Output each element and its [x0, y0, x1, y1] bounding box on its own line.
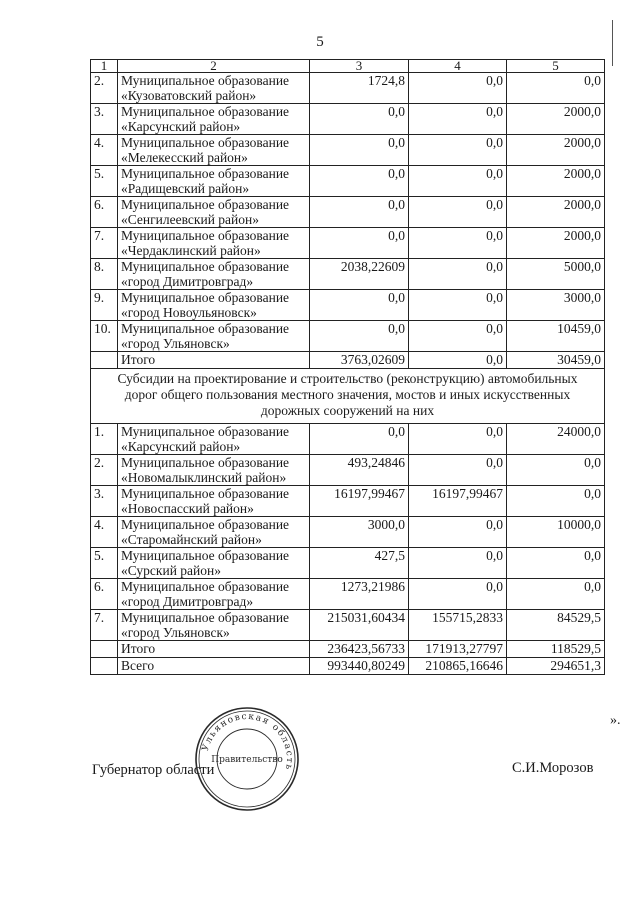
value-col4: 0,0 [409, 290, 507, 321]
column-number: 5 [507, 60, 605, 73]
municipality-name [118, 486, 310, 517]
row-number: 7. [91, 610, 118, 641]
municipality-name-line: Муниципальное образование [121, 73, 290, 88]
empty-cell [91, 658, 118, 675]
value-col4: 0,0 [409, 517, 507, 548]
municipality-name-line: Муниципальное образование [121, 197, 290, 212]
municipality-name-line: «Сурский район» [121, 563, 221, 578]
municipality-name-line: Муниципальное образование [121, 104, 290, 119]
section-heading-row [91, 369, 605, 424]
row-number: 4. [91, 135, 118, 166]
table-row [91, 166, 605, 197]
section-heading [91, 369, 605, 424]
municipality-name [118, 228, 310, 259]
value-col4: 0,0 [409, 228, 507, 259]
value-col3: 0,0 [310, 135, 409, 166]
value-col5: 10000,0 [507, 517, 605, 548]
total-label: Всего [118, 658, 310, 675]
total-label: Итого [118, 352, 310, 369]
municipality-name [118, 610, 310, 641]
row-number: 5. [91, 548, 118, 579]
page-edge-mark [612, 20, 613, 66]
empty-cell [91, 641, 118, 658]
row-number: 10. [91, 321, 118, 352]
municipality-name-line: «Кузоватовский район» [121, 88, 257, 103]
row-number: 2. [91, 455, 118, 486]
municipality-name-line: «город Ульяновск» [121, 336, 230, 351]
municipality-name-line: Муниципальное образование [121, 517, 290, 532]
value-col3: 493,24846 [310, 455, 409, 486]
seal-center-text: Правительство [211, 755, 283, 765]
municipality-name-line: Муниципальное образование [121, 486, 290, 501]
row-number: 6. [91, 579, 118, 610]
municipality-name [118, 259, 310, 290]
municipality-name-line: «Новомалыклинский район» [121, 470, 287, 485]
value-col4: 0,0 [409, 548, 507, 579]
value-col4: 0,0 [409, 135, 507, 166]
row-number: 4. [91, 517, 118, 548]
row-number: 7. [91, 228, 118, 259]
municipality-name [118, 321, 310, 352]
row-number: 1. [91, 424, 118, 455]
table-row [91, 455, 605, 486]
municipality-name-line: Муниципальное образование [121, 135, 290, 150]
value-col5: 3000,0 [507, 290, 605, 321]
table-row [91, 548, 605, 579]
municipality-name [118, 424, 310, 455]
value-col3: 0,0 [310, 290, 409, 321]
value-col5: 0,0 [507, 455, 605, 486]
value-col4: 0,0 [409, 197, 507, 228]
municipality-name-line: «город Ульяновск» [121, 625, 230, 640]
table-row [91, 424, 605, 455]
total-col5: 118529,5 [507, 641, 605, 658]
municipality-name-line: «город Новоульяновск» [121, 305, 257, 320]
municipality-name [118, 517, 310, 548]
value-col5: 0,0 [507, 548, 605, 579]
table-row [91, 321, 605, 352]
table-row [91, 73, 605, 104]
total-col3: 3763,02609 [310, 352, 409, 369]
section-heading-line: дорог общего пользования местного значения, мостов и иных искусственных [124, 387, 571, 402]
subsidy-table [90, 59, 605, 675]
value-col4: 155715,2833 [409, 610, 507, 641]
section-heading-line: Субсидии на проектирование и строительство (реконструкцию) автомобильных [117, 371, 578, 386]
row-number: 6. [91, 197, 118, 228]
page-number: 5 [316, 34, 324, 50]
municipality-name-line: «город Димитровград» [121, 594, 254, 609]
municipality-name-line: Муниципальное образование [121, 290, 290, 305]
column-number: 1 [91, 60, 118, 73]
municipality-name-line: Муниципальное образование [121, 455, 290, 470]
value-col5: 0,0 [507, 486, 605, 517]
value-col4: 0,0 [409, 104, 507, 135]
value-col5: 10459,0 [507, 321, 605, 352]
municipality-name [118, 73, 310, 104]
value-col5: 2000,0 [507, 166, 605, 197]
table-row [91, 486, 605, 517]
municipality-name-line: «город Димитровград» [121, 274, 254, 289]
table-row [91, 610, 605, 641]
table-row [91, 228, 605, 259]
row-number: 5. [91, 166, 118, 197]
total-col5: 294651,3 [507, 658, 605, 675]
value-col3: 16197,99467 [310, 486, 409, 517]
column-number: 2 [118, 60, 310, 73]
municipality-name-line: «Чердаклинский район» [121, 243, 261, 258]
total-col4: 0,0 [409, 352, 507, 369]
column-number: 4 [409, 60, 507, 73]
value-col3: 3000,0 [310, 517, 409, 548]
municipality-name-line: Муниципальное образование [121, 166, 290, 181]
value-col5: 2000,0 [507, 228, 605, 259]
municipality-name-line: «Старомайнский район» [121, 532, 262, 547]
total-col4: 171913,27797 [409, 641, 507, 658]
value-col3: 0,0 [310, 424, 409, 455]
row-number: 3. [91, 104, 118, 135]
table-row [91, 517, 605, 548]
municipality-name [118, 197, 310, 228]
value-col4: 0,0 [409, 455, 507, 486]
value-col3: 0,0 [310, 197, 409, 228]
value-col3: 0,0 [310, 228, 409, 259]
row-number: 8. [91, 259, 118, 290]
municipality-name-line: Муниципальное образование [121, 579, 290, 594]
value-col3: 2038,22609 [310, 259, 409, 290]
value-col3: 427,5 [310, 548, 409, 579]
subtotal-row [91, 352, 605, 369]
value-col5: 84529,5 [507, 610, 605, 641]
value-col4: 0,0 [409, 321, 507, 352]
municipality-name-line: Муниципальное образование [121, 548, 290, 563]
value-col5: 0,0 [507, 73, 605, 104]
municipality-name-line: Муниципальное образование [121, 228, 290, 243]
value-col4: 0,0 [409, 166, 507, 197]
subtotal-row [91, 641, 605, 658]
value-col5: 0,0 [507, 579, 605, 610]
value-col5: 2000,0 [507, 197, 605, 228]
table-row [91, 135, 605, 166]
municipality-name-line: Муниципальное образование [121, 321, 290, 336]
municipality-name [118, 548, 310, 579]
section-heading-line: дорожных сооружений на них [260, 403, 435, 418]
municipality-name [118, 290, 310, 321]
value-col5: 2000,0 [507, 104, 605, 135]
municipality-name-line: «Карсунский район» [121, 119, 241, 134]
municipality-name [118, 104, 310, 135]
municipality-name [118, 455, 310, 486]
value-col3: 0,0 [310, 321, 409, 352]
municipality-name [118, 135, 310, 166]
value-col3: 0,0 [310, 166, 409, 197]
row-number: 3. [91, 486, 118, 517]
value-col4: 0,0 [409, 579, 507, 610]
total-label: Итого [118, 641, 310, 658]
total-col5: 30459,0 [507, 352, 605, 369]
total-col4: 210865,16646 [409, 658, 507, 675]
table-row [91, 104, 605, 135]
official-seal-stamp [193, 705, 301, 813]
signatory-position: Губернатор области [92, 762, 215, 778]
municipality-name-line: Муниципальное образование [121, 424, 290, 439]
value-col5: 2000,0 [507, 135, 605, 166]
total-col3: 993440,80249 [310, 658, 409, 675]
municipality-name-line: «Карсунский район» [121, 439, 241, 454]
empty-cell [91, 352, 118, 369]
municipality-name [118, 579, 310, 610]
signatory-name: С.И.Морозов [512, 760, 594, 776]
municipality-name-line: Муниципальное образование [121, 259, 290, 274]
row-number: 9. [91, 290, 118, 321]
value-col3: 1724,8 [310, 73, 409, 104]
value-col3: 0,0 [310, 104, 409, 135]
total-col3: 236423,56733 [310, 641, 409, 658]
table-row [91, 290, 605, 321]
grand-total-row [91, 658, 605, 675]
value-col5: 5000,0 [507, 259, 605, 290]
row-number: 2. [91, 73, 118, 104]
value-col4: 16197,99467 [409, 486, 507, 517]
value-col5: 24000,0 [507, 424, 605, 455]
column-number-row [91, 60, 605, 73]
municipality-name-line: «Мелекесский район» [121, 150, 248, 165]
value-col4: 0,0 [409, 424, 507, 455]
municipality-name-line: «Сенгилеевский район» [121, 212, 259, 227]
seal-ring-text: Ульяновская область [200, 711, 295, 772]
value-col4: 0,0 [409, 259, 507, 290]
municipality-name-line: «Новоспасский район» [121, 501, 254, 516]
municipality-name-line: Муниципальное образование [121, 610, 290, 625]
municipality-name-line: «Радищевский район» [121, 181, 250, 196]
column-number: 3 [310, 60, 409, 73]
closing-quote-mark: ». [610, 713, 621, 728]
table-row [91, 197, 605, 228]
table-row [91, 579, 605, 610]
value-col3: 1273,21986 [310, 579, 409, 610]
municipality-name [118, 166, 310, 197]
value-col4: 0,0 [409, 73, 507, 104]
value-col3: 215031,60434 [310, 610, 409, 641]
table-row [91, 259, 605, 290]
